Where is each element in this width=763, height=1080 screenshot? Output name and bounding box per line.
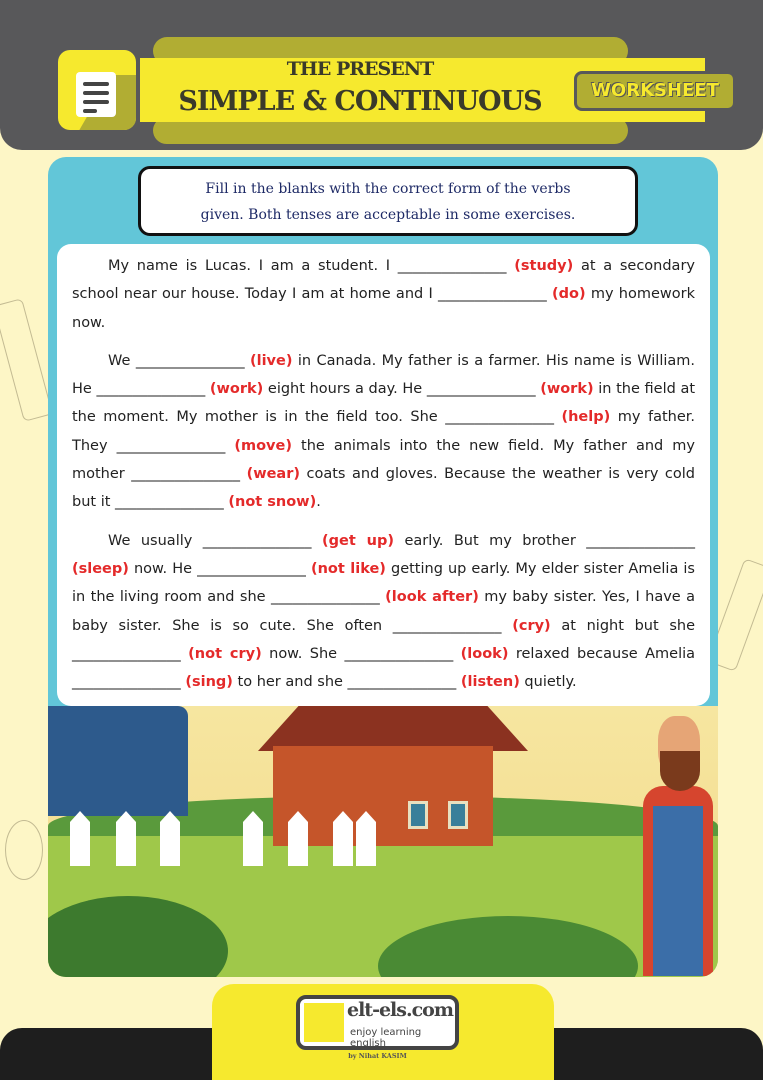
answer-blank[interactable]: _______________ [344,645,454,662]
answer-blank[interactable]: _______________ [72,674,181,691]
title-line-1: THE PRESENT [286,58,434,80]
text: in the field at the moment. My mother is in the field too. She [72,381,696,426]
instructions-line-1: Fill in the blanks with the correct form of the verbs [205,181,571,197]
farm-illustration [48,706,718,977]
answer-blank[interactable]: _______________ [397,258,507,274]
title-line-2: SIMPLE & CONTINUOUS [178,86,542,117]
verb-hint: (study) [514,258,574,274]
verb-hint: (work) [209,381,264,398]
text: to her and she [232,674,348,691]
house-roof [258,706,528,751]
answer-blank[interactable]: _______________ [392,617,502,634]
verb-hint: (look after) [385,589,479,606]
text: coats and gloves. Because the weather is very cold but it [72,466,695,511]
text: my homework now. [72,286,695,331]
verb-hint: (listen) [460,674,520,691]
text: my father. They [72,409,695,454]
text: now. She [261,645,345,662]
text: my baby sister. Yes, I have a baby sister. She is so cute. She often [72,589,696,634]
text: now. He [128,560,198,577]
exercise-text [57,244,710,706]
paragraph [72,252,695,337]
reader-icon [304,1003,344,1042]
instructions-box [138,166,638,236]
verb-hint: (cry) [512,617,551,634]
verb-hint: (look) [460,645,509,662]
text: We [108,352,136,369]
text: getting up early. My elder sister Amelia is in the living room and she [72,560,695,606]
text: relaxed because Amelia [508,645,696,662]
paragraph [72,527,695,697]
verb-hint: (wear) [246,466,300,483]
text: We usually [108,532,203,549]
answer-blank[interactable]: _______________ [437,286,547,303]
text: . [316,494,321,511]
answer-blank[interactable]: _______________ [96,381,206,398]
text: My name is Lucas. I am a student. I [108,258,398,274]
verb-hint: (get up) [322,532,395,549]
text: early. But my brother [394,532,587,549]
answer-blank[interactable]: _______________ [202,532,312,549]
answer-blank[interactable]: _______________ [426,381,536,398]
verb-hint: (not cry) [188,645,262,662]
verb-hint: (do) [551,286,586,303]
instructions-line-2: given. Both tenses are acceptable in some exercises. [200,207,576,223]
answer-blank[interactable]: _______________ [586,532,695,549]
text: at night but she [550,617,696,634]
verb-hint: (move) [234,437,292,454]
author-byline: by Nihat KASIM [348,1052,407,1060]
verb-hint: (live) [249,352,293,369]
text: quietly. [519,674,577,691]
worksheet-badge: WORKSHEET [574,71,736,111]
answer-blank[interactable]: _______________ [116,437,226,454]
text: eight hours a day. He [263,381,427,398]
text: in Canada. My father is a farmer. His name is William. He [72,352,696,398]
answer-blank[interactable]: _______________ [445,409,554,426]
verb-hint: (help) [561,409,611,426]
answer-blank[interactable]: _______________ [197,560,306,577]
site-logo [296,995,459,1050]
farmer [638,716,718,976]
answer-blank[interactable]: _______________ [271,589,380,606]
verb-hint: (not like) [310,560,386,577]
answer-blank[interactable]: _______________ [115,494,224,511]
logo-tagline: enjoy learning english [350,1027,422,1049]
text: at a secondary school near our house. Today I am at home and I [72,258,695,303]
logo-site: elt-els.com [347,999,453,1021]
tractor [48,706,188,816]
background-doodle [0,298,53,422]
answer-blank[interactable]: _______________ [131,466,241,483]
worksheet-icon [58,50,136,130]
verb-hint: (sing) [185,674,233,691]
answer-blank[interactable]: _______________ [72,645,181,662]
background-doodle [5,820,43,880]
text: the animals into the new field. My father and my mother [72,437,695,483]
answer-blank[interactable]: _______________ [347,674,457,691]
verb-hint: (work) [540,381,594,398]
answer-blank[interactable]: _______________ [135,352,245,369]
paragraph [72,347,695,517]
verb-hint: (not snow) [228,494,317,511]
verb-hint: (sleep) [72,560,129,577]
